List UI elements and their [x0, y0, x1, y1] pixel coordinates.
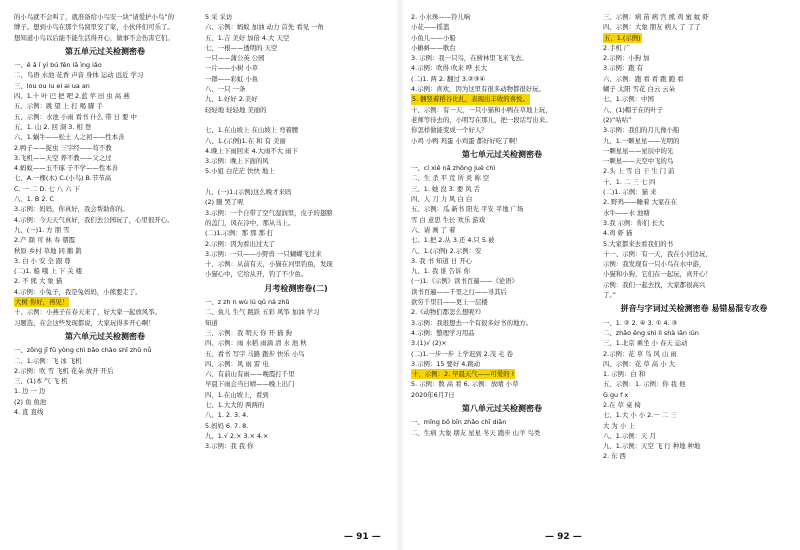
answer-line: 六、1.蜗牛——松土 人之初——性本善	[14, 133, 125, 142]
answer-line: 四、示例：风 雨 雷 电	[205, 359, 269, 368]
answer-line: 一、z zh n wù lú qū ná zhǔ	[205, 298, 290, 307]
section-title: 第八单元过关检测密卷	[462, 403, 542, 413]
highlighted-answer: 五、1.(示例)	[604, 33, 641, 42]
answer-line: 了。”	[603, 291, 616, 300]
answer-line: 九、1.好好 2.美好	[205, 95, 258, 104]
answer-line: 4.鸡 虾 猫	[603, 229, 633, 238]
answer-line: G gu f x	[603, 390, 629, 399]
answer-line: 2. 东 西	[603, 452, 626, 461]
answer-line: 五、示例：1. 示例：你 我 他	[603, 380, 686, 389]
answer-line: 5 采 采访	[205, 13, 233, 21]
answer-line	[14, 297, 196, 307]
answer-line: 4. 直 直线	[14, 407, 44, 416]
answer-line: 一颗星——天空中飞的鸟	[603, 157, 674, 166]
answer-line: 一、ē ǎ ǐ yí bú fēn lā ìng iǎo	[14, 61, 102, 70]
answer-line: 四、示例：花 草 高 小 大	[603, 359, 676, 368]
answer-line: 八、1.(示例) 2.示例：安	[411, 246, 482, 255]
highlighted-answer: 5. 捆竖着稻谷比扎，表现出丰收的喜悦。	[412, 95, 529, 104]
answer-line: 三、示例：病 苗 病 宫 熊 鸡 蜜 蚊 虾	[603, 13, 709, 21]
answer-line: 一颗星星——星辰中的光	[603, 146, 674, 155]
answer-line: 3.示例：15 要好 4.跳动	[411, 359, 481, 368]
section-title: 第五单元过关检测密卷	[65, 46, 145, 56]
section-title: 月考检测密卷(二)	[264, 283, 328, 293]
answer-line: 小鱼儿——小船	[411, 33, 456, 42]
answer-line: 小鸡 小鸭 鸡蛋 小鸡蛋 都好好吃了啊！	[411, 136, 522, 145]
answer-line: 九、1. 我 谁 告诉 你	[411, 267, 470, 276]
answer-line: 习题选，在会这些发现都说，大家玩得多开心啊！	[14, 318, 155, 327]
answer-line: 三、(1)本 气 飞 机	[14, 377, 68, 386]
answer-line: 1. 示例：白 和	[603, 370, 646, 379]
answer-line: 1. 边 一 边	[14, 387, 46, 396]
answer-line: (二)1.一步一步 上学迟到 2.茂 毛 卷	[411, 349, 513, 358]
answer-line: 十、1. 二 三 七 四	[603, 177, 656, 186]
answer-line: 九、1.示例：天空 飞 行 种地 种地	[603, 442, 701, 451]
answer-line: 七、A.一棵(木) C.(小鸟) B.节节高	[14, 174, 112, 183]
answer-line: 4.示例：整理学习用品	[411, 328, 475, 337]
answer-line: C. 一 二 D. 七 八 六 下	[14, 184, 81, 193]
answer-line: 2. 不 熊 大 象 猫	[14, 277, 63, 286]
answer-line	[411, 369, 593, 379]
answer-line: 5.妈妈 6. 7. 8.	[205, 421, 249, 430]
answer-line	[205, 115, 387, 125]
answer-line: 2.示例：因为看出过大了	[205, 239, 276, 248]
section-title: 拼音与字词过关检测密卷 易错易混专攻卷	[620, 304, 768, 314]
answer-line: 3.示例：我们的月儿像小船	[603, 126, 680, 135]
answer-line: 5.大家都来去看我们的书	[603, 239, 674, 248]
answer-line: 2.《动物们都怎么想呢?》	[411, 308, 485, 317]
column-1	[14, 12, 196, 417]
answer-line: 七、1.大 小 小 2.一 二 三	[603, 411, 677, 420]
answer-line: 老师等待去的，小明写在那儿，把一段话写出来。	[411, 115, 552, 124]
answer-line: 示例：我们一起去找，大家都很高兴	[603, 280, 706, 289]
answer-line: 七、1.大大的 两两的	[205, 400, 265, 409]
answer-line: 2.鸭子——捉虫 三字经——苟不教	[14, 143, 112, 152]
answer-line: 五、示例：瓜 新书 阳光 平安 平地 广场	[411, 205, 524, 214]
answer-line: 3. 我 书 知道 日 开心	[411, 256, 472, 265]
answer-line: 九、1.一颗星星——光明的	[603, 136, 680, 145]
answer-line: 五、1. 山 2. 回 洞 3. 相 登	[14, 122, 92, 131]
answer-line: 四、示例：雨 水稻 雨滴 清 水 池 秋	[205, 339, 307, 348]
answer-line: 四、1.十 叶 巴 把 吧 2.蓝 苹 田 虫 高 燕	[14, 92, 130, 101]
answer-line: 4.晚上下雨回来 4.大雨不大 雨下	[205, 146, 298, 155]
answer-line: 五、看书 写字 马路 跑步 快乐 小鸟	[205, 349, 305, 358]
answer-line: 六、示例：跑 看 看 跑 跑 看	[603, 74, 684, 83]
answer-line: 七、1.示例：中国	[603, 95, 654, 104]
answer-line: 3.飞机——天空 养不教——父之过	[14, 153, 112, 162]
answer-line: 3.示例：跑 有	[603, 64, 644, 73]
answer-line: 3.示例：我很想去一个有很多好书的地方。	[411, 318, 533, 327]
column-3	[411, 12, 593, 438]
answer-line: (2) 腿 哭了呢	[205, 198, 244, 207]
answer-line: 4.示例：小兔子，我是兔妈妈，小熊要走了。	[14, 287, 142, 296]
answer-line: 二、鱼儿 生气 跳跃 五彩 风筝 加油 学习	[205, 308, 320, 317]
answer-line: 三、1.北京 乘坐 小 春天 运动	[603, 339, 688, 348]
answer-line: 3.示例：我 我 你	[205, 442, 254, 451]
answer-line: 早晨下雨会当日晴——晚上出门	[205, 380, 295, 389]
answer-line: 读书百遍——千里之行——寻其后	[411, 287, 507, 296]
highlighted-answer: 大树 你好，再见！	[15, 298, 69, 307]
answer-line: 的小鸟就不会叫了，就准备给小鸟安一块“请爱护小鸟”的	[14, 13, 174, 21]
answer-line: 3.示例：妈妈，你真好，我会帮助你的。	[14, 205, 129, 214]
answer-line: 小猫心中，它给从开，钓了不少鱼。	[205, 270, 308, 279]
answer-line: 一群——彩虹 小鱼	[205, 74, 259, 83]
answer-line: 的盖门，风在冷中，那从马上。	[205, 218, 295, 227]
page-number-left: — 91 —	[344, 532, 381, 542]
answer-line: 3.(1)√ (2)×	[411, 339, 447, 348]
answer-line: 七、一根——透明的 天空	[205, 43, 278, 52]
answer-line: 2.头 上 雪 白 干 生 门 前	[603, 167, 675, 176]
answer-line: 十、示例：从前有天，小猫在河里钓鱼，发现	[205, 260, 333, 269]
answer-line: 轻轻地 轻轻地 美丽的	[205, 105, 267, 114]
answer-line	[205, 177, 387, 187]
answer-line: (2)“咕咕”	[603, 115, 632, 124]
answer-line: 八、(1)帽子在的叶子	[603, 105, 664, 114]
answer-line: 3.示例：一只——小野兽 一只蝴蝶飞过来	[205, 249, 322, 258]
section-title: 第六单元过关检测密卷	[65, 331, 145, 341]
answer-line: 一只——蒲公英 公园	[205, 54, 265, 63]
column-2	[205, 12, 387, 451]
answer-line: 三、lou ou iu ei ai ua an	[14, 81, 90, 90]
answer-line: 四、1.在山坡上，看到	[205, 390, 269, 399]
answer-line: 雪 白 意思 生长 欢乐 游戏	[411, 215, 486, 224]
answer-line: 一、1. ② 2. ④ 3. ① 4. ③	[603, 318, 678, 327]
answer-line: (二)1. 两 2. 翻过 3.②③④	[411, 74, 486, 83]
answer-line: 一、cí xiě nǎ zhōng jué chì	[411, 164, 496, 173]
answer-line: 2.示例：小狗 加	[603, 54, 650, 63]
answer-line: 大 为 小 上	[603, 421, 635, 430]
answer-line: 秋原 乡村 草地 同 鹅 鹊	[14, 246, 82, 255]
answer-line: 一片——小树 小草	[205, 64, 259, 73]
answer-line: 水牛——水 池塘	[603, 208, 650, 217]
answer-line: 5. 示例：数 高 看 6. 示例：放晴 小草	[411, 380, 519, 389]
answer-line: 二、鸟语 水池 花香 声音 身体 运动 远近 学习	[14, 71, 144, 80]
answer-line: 欲穷千里目——更上一层楼	[411, 298, 488, 307]
answer-line: 小花——摇篮	[411, 23, 450, 32]
answer-line: 3.示例：一个自带了空气湿润里，皮子的翅膀	[205, 208, 333, 217]
answer-line: 三、1. 她 没 3. 要 风 舌	[411, 184, 481, 193]
section-title: 第七单元过关检测密卷	[462, 149, 542, 159]
answer-line: 2020年6月7日	[411, 390, 455, 399]
answer-line: (2) 鱼 鱼池	[14, 397, 47, 406]
answer-line: 3. 示例：我一只鸟，在树林里飞来飞去。	[411, 54, 528, 63]
answer-line: 3.我 示例：你们 长大	[603, 218, 665, 227]
answer-line: 二、1.示例：飞 冰 飞机	[14, 356, 82, 365]
answer-line: 三、示例：我 明天 你 开 猫 狗	[205, 328, 292, 337]
answer-line: (二)1. 船 哦 上 下 关 楼	[14, 267, 83, 276]
answer-line: 九、(一)1.(示例)这么晚才来吗	[205, 188, 292, 197]
answer-line: 五、1.吉 美好 加倍 4.大 天空	[205, 33, 290, 42]
answer-line: 4.示例：今天天气真好，我们去公园玩了，心里很开心。	[14, 215, 174, 224]
answer-line: 九、1.√ 2.× 3.× 4.×	[205, 431, 269, 440]
answer-line: 牌子。想到小鸟在那个鸟窝里安了家，小伙伴们可乐了。	[14, 23, 174, 32]
answer-line: 一、zōng jī fǔ yòng chì bǎo chào shǐ zhǔ nǚ	[14, 346, 152, 355]
answer-line: 五、示例：跳 望 上 打 喝 脚 手	[14, 102, 103, 111]
answer-line: 2.示例：吹 雪 飞机 花朵 放开 开后	[14, 366, 114, 375]
answer-line: 六、示例：蚂蚁 加油 动力 首先 看见 一角	[205, 23, 324, 32]
column-4	[603, 12, 785, 462]
answer-line: 十一、示例：有一天，我在小河边玩，	[603, 249, 712, 258]
answer-line: 一、mǐng bō bīn zhǎo chī diǎn	[411, 418, 507, 427]
answer-line: 2.产 颜 可 林 寿 朝霞	[14, 236, 75, 245]
answer-line: 2.在 草 桌 椅	[603, 400, 641, 409]
answer-line: 十、示例：有一天，一只小猫和小鸭在草地上玩，	[411, 105, 552, 114]
page-gutter	[396, 0, 404, 550]
answer-line: 3.示例：晚上下面的风	[205, 157, 269, 166]
answer-line: 2.示例：花 草 鸟 风 山 雨	[603, 349, 677, 358]
answer-line: 二、生病 大象 朋友 星星 冬天 跑步 山羊 鸟类	[411, 428, 541, 437]
answer-line: 5.小姐 白茫茫 快快 地上	[205, 167, 275, 176]
answer-line: 知道	[205, 318, 218, 327]
answer-line: 四、人 刀 力 风 白 白	[411, 195, 473, 204]
answer-line: 二、生 杀 平 荒 所 炎 称 空	[411, 174, 490, 183]
highlighted-answer: 十、示例：2. 早晨天气——可爱的 !	[412, 370, 515, 379]
answer-line: 2.手机 广	[603, 43, 631, 52]
answer-line: 八、1. B 2. C	[14, 195, 54, 204]
answer-line: 4.示例：吹得 吹来 哗 长大	[411, 64, 488, 73]
answer-line: 八、1. 2. 3. 4.	[205, 411, 249, 420]
answer-line: 八、1.(示例)1.在 和 有 美丽	[205, 136, 286, 145]
answer-line: (二)1.示例：那 那 那 打	[205, 229, 274, 238]
answer-line: 2. 野鸡——睡着 大家在在	[603, 198, 678, 207]
answer-line: 2. 小水珠——铃儿响	[411, 13, 471, 21]
answer-line	[411, 94, 593, 104]
answer-line: 你怎样做能变成一个好人？	[411, 126, 488, 135]
answer-line: 小猫和小狗，它们在一起玩，真开心！	[603, 270, 712, 279]
answer-line: 六、有前山有雨——晚霞打千里	[205, 370, 295, 379]
answer-line: 想知道小鸟以后能不能生活得开心，做事不会伤害它们。	[14, 33, 174, 42]
answer-line: 四、示例：大象 朋友 病人 了 了了	[603, 23, 701, 32]
answer-line: (一)1.《示例》读书百遍——《论语》	[411, 277, 518, 286]
answer-line: 4.示例：喜欢，因为这里有很多动物都很好玩。	[411, 85, 545, 94]
answer-line: 七、1.在山坡上 在山坡上 弯着腰	[205, 126, 299, 135]
answer-line: 七、1.把 2.从 3.还 4.只 5.被	[411, 236, 495, 245]
answer-line: 小蝌蚪——歌台	[411, 43, 456, 52]
answer-line: 十、示例：小燕子在春天来了，好大家一起放风筝。	[14, 308, 161, 317]
answer-line: 蝴子 太阳 雪花 白云 云朵	[603, 85, 676, 94]
answer-line: 六、请 画 了 着	[411, 225, 456, 234]
answer-line: 3. 白 小 安 全 跟 尊	[14, 256, 71, 265]
answer-line: 九、(一)1. 方 朋 雪	[14, 225, 70, 234]
answer-line: 示例：我发现有一只小鸟在水中游，	[603, 260, 706, 269]
answer-line: 五、示例：水池 小雨 看书 什么 带 日 要 中	[14, 112, 137, 121]
answer-line: 八、1.示例：天 月	[603, 431, 656, 440]
answer-line	[603, 33, 785, 43]
page-number-right: — 92 —	[545, 532, 582, 542]
answer-line: 八、一只 一条	[205, 85, 246, 94]
answer-line: 4.蚂蚁——玉不琢 子不学——性本善	[14, 164, 118, 173]
answer-line: 二、zhǎo ěng shì lì shà iān iūn	[603, 328, 699, 337]
answer-line: (二)1. 示例：猫 来	[603, 188, 657, 197]
